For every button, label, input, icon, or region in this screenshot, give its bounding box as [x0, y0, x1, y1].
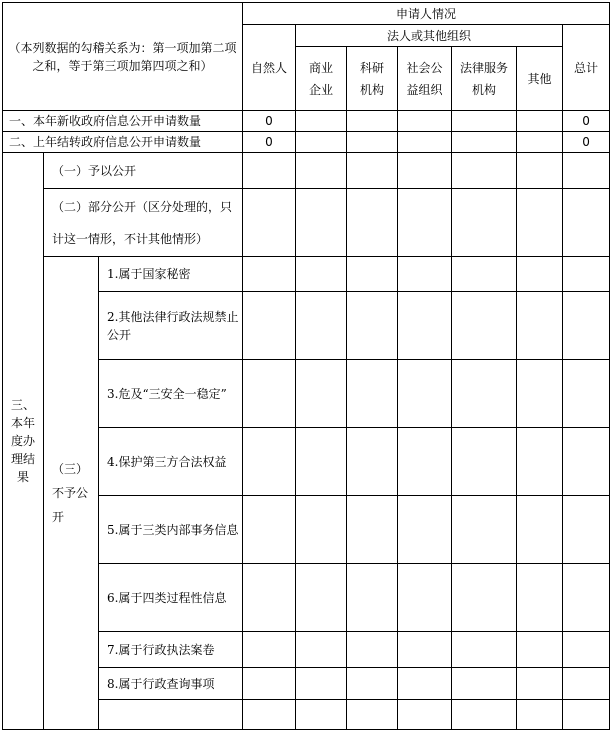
- sub-item-3: 3.危及“三安全一稳定”: [99, 360, 243, 428]
- sub-item-7: 7.属于行政执法案卷: [99, 632, 243, 668]
- row-new-applications-natural: 0: [243, 111, 296, 132]
- table-cell: [517, 189, 563, 257]
- table-cell: [563, 700, 610, 730]
- table-cell: [452, 111, 517, 132]
- table-cell: [517, 632, 563, 668]
- total-header: 总计: [563, 25, 610, 111]
- table-cell: [517, 360, 563, 428]
- applicant-situation-header: 申请人情况: [243, 3, 610, 25]
- table-cell: [243, 564, 296, 632]
- table-cell: [517, 292, 563, 360]
- legal-service-org-header: 法律服务机构: [452, 47, 517, 111]
- table-cell: [563, 668, 610, 700]
- table-cell: [517, 668, 563, 700]
- table-cell: [517, 132, 563, 153]
- table-cell: [452, 668, 517, 700]
- row-carried-over-label: 二、上年结转政府信息公开申请数量: [3, 132, 243, 153]
- item-not-disclosed: （三）不予公开: [44, 257, 99, 730]
- table-cell: [243, 360, 296, 428]
- table-cell: [347, 360, 398, 428]
- table-cell: [398, 564, 452, 632]
- table-cell: [347, 189, 398, 257]
- row-carried-over-total: 0: [563, 132, 610, 153]
- table-cell: [452, 700, 517, 730]
- table-cell: [398, 360, 452, 428]
- row-carried-over-natural: 0: [243, 132, 296, 153]
- table-cell: [347, 292, 398, 360]
- relationship-note: （本列数据的勾稽关系为：第一项加第二项之和，等于第三项加第四项之和）: [3, 3, 243, 111]
- table-cell: [452, 153, 517, 189]
- table-cell: [243, 153, 296, 189]
- table-cell: [347, 153, 398, 189]
- table-cell: [243, 668, 296, 700]
- table-cell: [563, 360, 610, 428]
- row-new-applications-label: 一、本年新收政府信息公开申请数量: [3, 111, 243, 132]
- table-cell: [347, 257, 398, 292]
- table-cell: [517, 111, 563, 132]
- table-cell: [296, 564, 347, 632]
- table-cell: [347, 564, 398, 632]
- table-cell: [452, 564, 517, 632]
- table-cell: [347, 428, 398, 496]
- table-cell: [347, 111, 398, 132]
- table-cell: [296, 668, 347, 700]
- sub-item-8: 8.属于行政查询事项: [99, 668, 243, 700]
- table-cell: [398, 700, 452, 730]
- item-partial-disclosure: （二）部分公开（区分处理的，只计这一情形，不计其他情形）: [44, 189, 243, 257]
- table-cell: [398, 292, 452, 360]
- table-cell: [517, 428, 563, 496]
- table-cell: [517, 564, 563, 632]
- row-new-applications-total: 0: [563, 111, 610, 132]
- table-cell: [243, 700, 296, 730]
- table-cell: [296, 132, 347, 153]
- table-cell: [243, 496, 296, 564]
- table-cell: [452, 189, 517, 257]
- table-cell: [398, 632, 452, 668]
- table-cell: [563, 496, 610, 564]
- table-cell: [452, 496, 517, 564]
- table-cell: [398, 496, 452, 564]
- table-cell: [347, 132, 398, 153]
- table-cell: [99, 700, 243, 730]
- table-cell: [563, 153, 610, 189]
- table-cell: [517, 257, 563, 292]
- sub-item-2: 2.其他法律行政法规禁止公开: [99, 292, 243, 360]
- table-cell: [296, 428, 347, 496]
- table-cell: [296, 292, 347, 360]
- table-cell: [296, 111, 347, 132]
- table-cell: [398, 428, 452, 496]
- table-cell: [398, 189, 452, 257]
- sub-item-4: 4.保护第三方合法权益: [99, 428, 243, 496]
- table-cell: [296, 153, 347, 189]
- table-cell: [243, 257, 296, 292]
- table-cell: [452, 257, 517, 292]
- table-cell: [296, 360, 347, 428]
- table-cell: [243, 428, 296, 496]
- research-institution-header: 科研机构: [347, 47, 398, 111]
- table-cell: [452, 632, 517, 668]
- gov-info-disclosure-table: [2, 2, 610, 730]
- table-cell: [296, 632, 347, 668]
- table-cell: [243, 292, 296, 360]
- legal-person-group-header: 法人或其他组织: [296, 25, 563, 47]
- table-cell: [563, 292, 610, 360]
- table-cell: [347, 700, 398, 730]
- table-cell: [347, 668, 398, 700]
- table-cell: [243, 189, 296, 257]
- commercial-enterprise-header: 商业企业: [296, 47, 347, 111]
- table-cell: [398, 257, 452, 292]
- table-cell: [563, 564, 610, 632]
- table-cell: [296, 700, 347, 730]
- table-cell: [296, 257, 347, 292]
- public-welfare-org-header: 社会公益组织: [398, 47, 452, 111]
- table-cell: [517, 700, 563, 730]
- sub-item-1: 1.属于国家秘密: [99, 257, 243, 292]
- table-cell: [243, 632, 296, 668]
- table-cell: [452, 360, 517, 428]
- table-cell: [398, 668, 452, 700]
- table-cell: [563, 632, 610, 668]
- table-cell: [347, 496, 398, 564]
- table-cell: [296, 189, 347, 257]
- table-cell: [563, 257, 610, 292]
- table-cell: [452, 428, 517, 496]
- item-grant-disclosure: （一）予以公开: [44, 153, 243, 189]
- table-cell: [452, 292, 517, 360]
- sub-item-5: 5.属于三类内部事务信息: [99, 496, 243, 564]
- table-cell: [398, 153, 452, 189]
- table-cell: [517, 153, 563, 189]
- other-header: 其他: [517, 47, 563, 111]
- natural-person-header: 自然人: [243, 25, 296, 111]
- table-cell: [563, 428, 610, 496]
- table-cell: [517, 496, 563, 564]
- table-cell: [452, 132, 517, 153]
- table-cell: [563, 189, 610, 257]
- section-three-label: 三、本年度办理结果: [3, 153, 44, 730]
- table-cell: [347, 632, 398, 668]
- table-cell: [296, 496, 347, 564]
- table-cell: [398, 132, 452, 153]
- table-cell: [398, 111, 452, 132]
- sub-item-6: 6.属于四类过程性信息: [99, 564, 243, 632]
